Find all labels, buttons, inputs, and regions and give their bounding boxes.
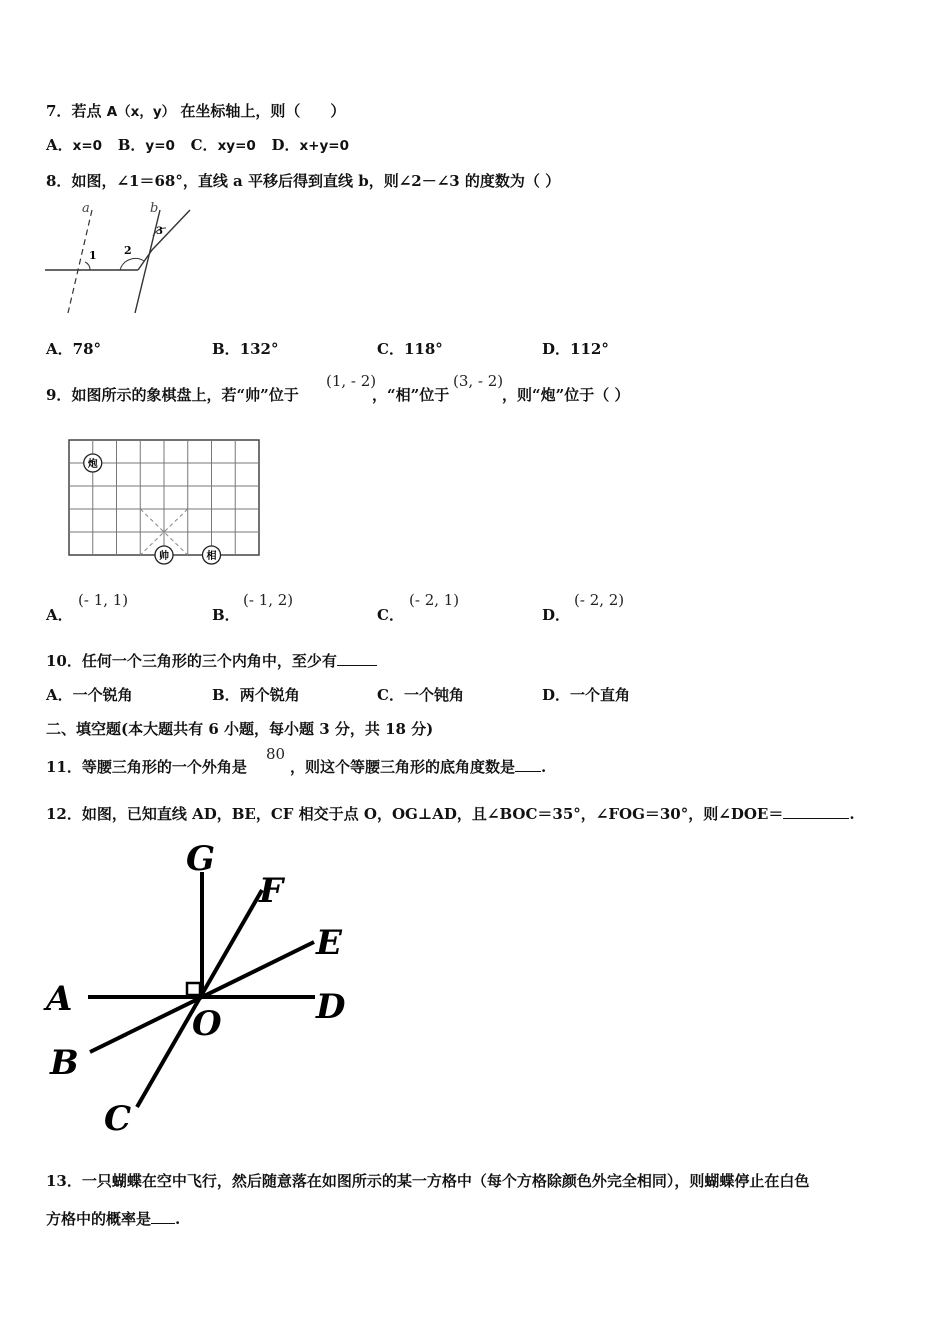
q8-option-d-text: 112°: [570, 340, 609, 358]
q10-text: 任何一个三角形的三个内角中，至少有: [81, 652, 337, 670]
q8-option-c-letter: C．: [377, 340, 404, 358]
q12-label-f: F: [259, 871, 284, 911]
q9-text-a: 如图所示的象棋盘上，若“帅”位于: [71, 386, 299, 404]
q9-text-c: ，则“炮”位于（ ）: [502, 386, 630, 404]
q8-figure: [40, 198, 200, 318]
q10-option-b-letter: B．: [212, 686, 240, 704]
q13-number: 13．: [46, 1172, 82, 1190]
q13-end: .: [175, 1210, 181, 1228]
q10-answer-blank: [337, 653, 377, 666]
q8-option-c: [377, 338, 443, 359]
q8-label-a: a: [82, 201, 90, 216]
q9-text-b: ，“相”位于: [372, 386, 450, 404]
q9-option-c: (- 2, 1): [409, 591, 460, 609]
q8-label-1: 1: [89, 249, 97, 262]
q7-point: A（x，y）: [106, 104, 176, 120]
q11-stem-b: [290, 756, 546, 777]
q9-coord-xiang: (3, - 2): [453, 372, 504, 390]
q9-option-a-letter: A．: [46, 606, 73, 624]
q7-option-d-letter: D．: [271, 136, 300, 154]
q8-number: 8．: [46, 172, 72, 190]
q10-option-c-text: 一个钝角: [403, 686, 464, 704]
q12-label-a: A: [46, 979, 73, 1019]
q10-option-d-text: 一个直角: [570, 686, 631, 704]
q11-text-b: ，则这个等腰三角形的底角度数是: [290, 758, 516, 776]
q12-label-e: E: [316, 923, 342, 963]
q12-label-b: B: [50, 1043, 79, 1083]
q9-option-b: (- 1, 2): [243, 591, 294, 609]
q8-label-3: 3: [156, 226, 163, 237]
q9-number: 9．: [46, 386, 72, 404]
q9-piece-shuai-label: 帅: [159, 551, 169, 562]
q11-text-a: 等腰三角形的一个外角是: [81, 758, 247, 776]
q12-number: 12．: [46, 805, 82, 823]
q8-angle1-arc: [85, 262, 90, 270]
q13-stem-line1: [46, 1170, 809, 1191]
q13-stem-line2: [46, 1208, 180, 1229]
q10-option-d: [542, 684, 630, 705]
q7-stem: [46, 100, 345, 121]
q8-option-a-text: 78°: [72, 340, 102, 358]
q12-end: .: [849, 805, 855, 823]
q9-option-d: (- 2, 2): [574, 591, 625, 609]
q12-label-g: G: [186, 839, 216, 879]
q13-text-line1: 一只蝴蝶在空中飞行，然后随意落在如图所示的某一方格中（每个方格除颜色外完全相同），则蝴蝶停止在白色: [81, 1172, 810, 1190]
q8-option-b-text: 132°: [239, 340, 279, 358]
q12-label-d: D: [316, 987, 346, 1027]
q10-option-c: [377, 684, 464, 705]
q8-stem: [46, 170, 560, 191]
q10-option-b: [212, 684, 300, 705]
q11-number: 11．: [46, 758, 82, 776]
q7-option-c-letter: C．: [190, 136, 218, 154]
q10-stem: [46, 650, 377, 671]
q7-number: 7．: [46, 102, 72, 120]
q8-label-2: 2: [124, 244, 132, 257]
q11-answer-blank: [515, 759, 541, 772]
q9-option-d-letter: D．: [542, 606, 571, 624]
q11-value: 80: [266, 745, 286, 763]
q12-figure: [40, 832, 370, 1142]
q7-option-a: x=0: [72, 138, 103, 154]
q7-text-a: 若点: [71, 102, 102, 120]
q12-stem: [46, 803, 855, 824]
q8-option-b: [212, 338, 279, 359]
q8-option-a-letter: A．: [46, 340, 73, 358]
q9-option-c-letter: C．: [377, 606, 404, 624]
q10-number: 10．: [46, 652, 82, 670]
q7-option-a-letter: A．: [46, 136, 73, 154]
q7-option-d: x+y=0: [299, 138, 349, 154]
q7-text-b: 在坐标轴上，则（ ）: [180, 102, 346, 120]
q7-option-b: y=0: [145, 138, 175, 154]
q8-option-a: [46, 338, 101, 359]
q11-stem-a: [46, 756, 247, 777]
q12-answer-blank: [783, 806, 849, 819]
q10-option-a-text: 一个锐角: [72, 686, 133, 704]
q10-option-b-text: 两个锐角: [239, 686, 300, 704]
q7-option-b-letter: B．: [117, 136, 146, 154]
q10-option-a: [46, 684, 133, 705]
q13-text-line2: 方格中的概率是: [46, 1210, 152, 1228]
section2-title: 二、填空题(本大题共有 6 小题，每小题 3 分，共 18 分): [46, 720, 434, 738]
q11-end: .: [541, 758, 547, 776]
q10-option-d-letter: D．: [542, 686, 571, 704]
q9-stem: [46, 384, 299, 405]
q8-label-b: b: [150, 201, 159, 216]
q7-options: [46, 134, 349, 155]
q8-option-d-letter: D．: [542, 340, 571, 358]
q7-option-c: xy=0: [217, 138, 256, 154]
q9-option-a: (- 1, 1): [78, 591, 129, 609]
q10-option-a-letter: A．: [46, 686, 73, 704]
q10-option-c-letter: C．: [377, 686, 404, 704]
q13-answer-blank: [151, 1211, 175, 1224]
q12-label-c: C: [104, 1099, 132, 1139]
q9-piece-xiang-label: 相: [206, 551, 217, 562]
q12-label-o: O: [192, 1004, 222, 1044]
q8-angle2-arc: [120, 258, 144, 270]
q12-text: 如图，已知直线 AD，BE，CF 相交于点 O，OG⊥AD，且∠BOC＝35°，∠FOG＝30°，则∠DOE＝: [81, 805, 784, 823]
q8-option-d: [542, 338, 609, 359]
q8-option-b-letter: B．: [212, 340, 240, 358]
q9-coord-shuai: (1, - 2): [326, 372, 377, 390]
q9-chess-board: [62, 430, 272, 570]
q8-bent-line: [138, 210, 190, 270]
q8-text: 如图，∠1＝68°，直线 a 平移后得到直线 b，则∠2－∠3 的度数为（ ）: [71, 172, 561, 190]
q9-option-b-letter: B．: [212, 606, 240, 624]
q9-piece-pao-label: 炮: [87, 459, 98, 470]
q12-right-angle-mark: [187, 983, 200, 995]
q8-option-c-text: 118°: [403, 340, 443, 358]
